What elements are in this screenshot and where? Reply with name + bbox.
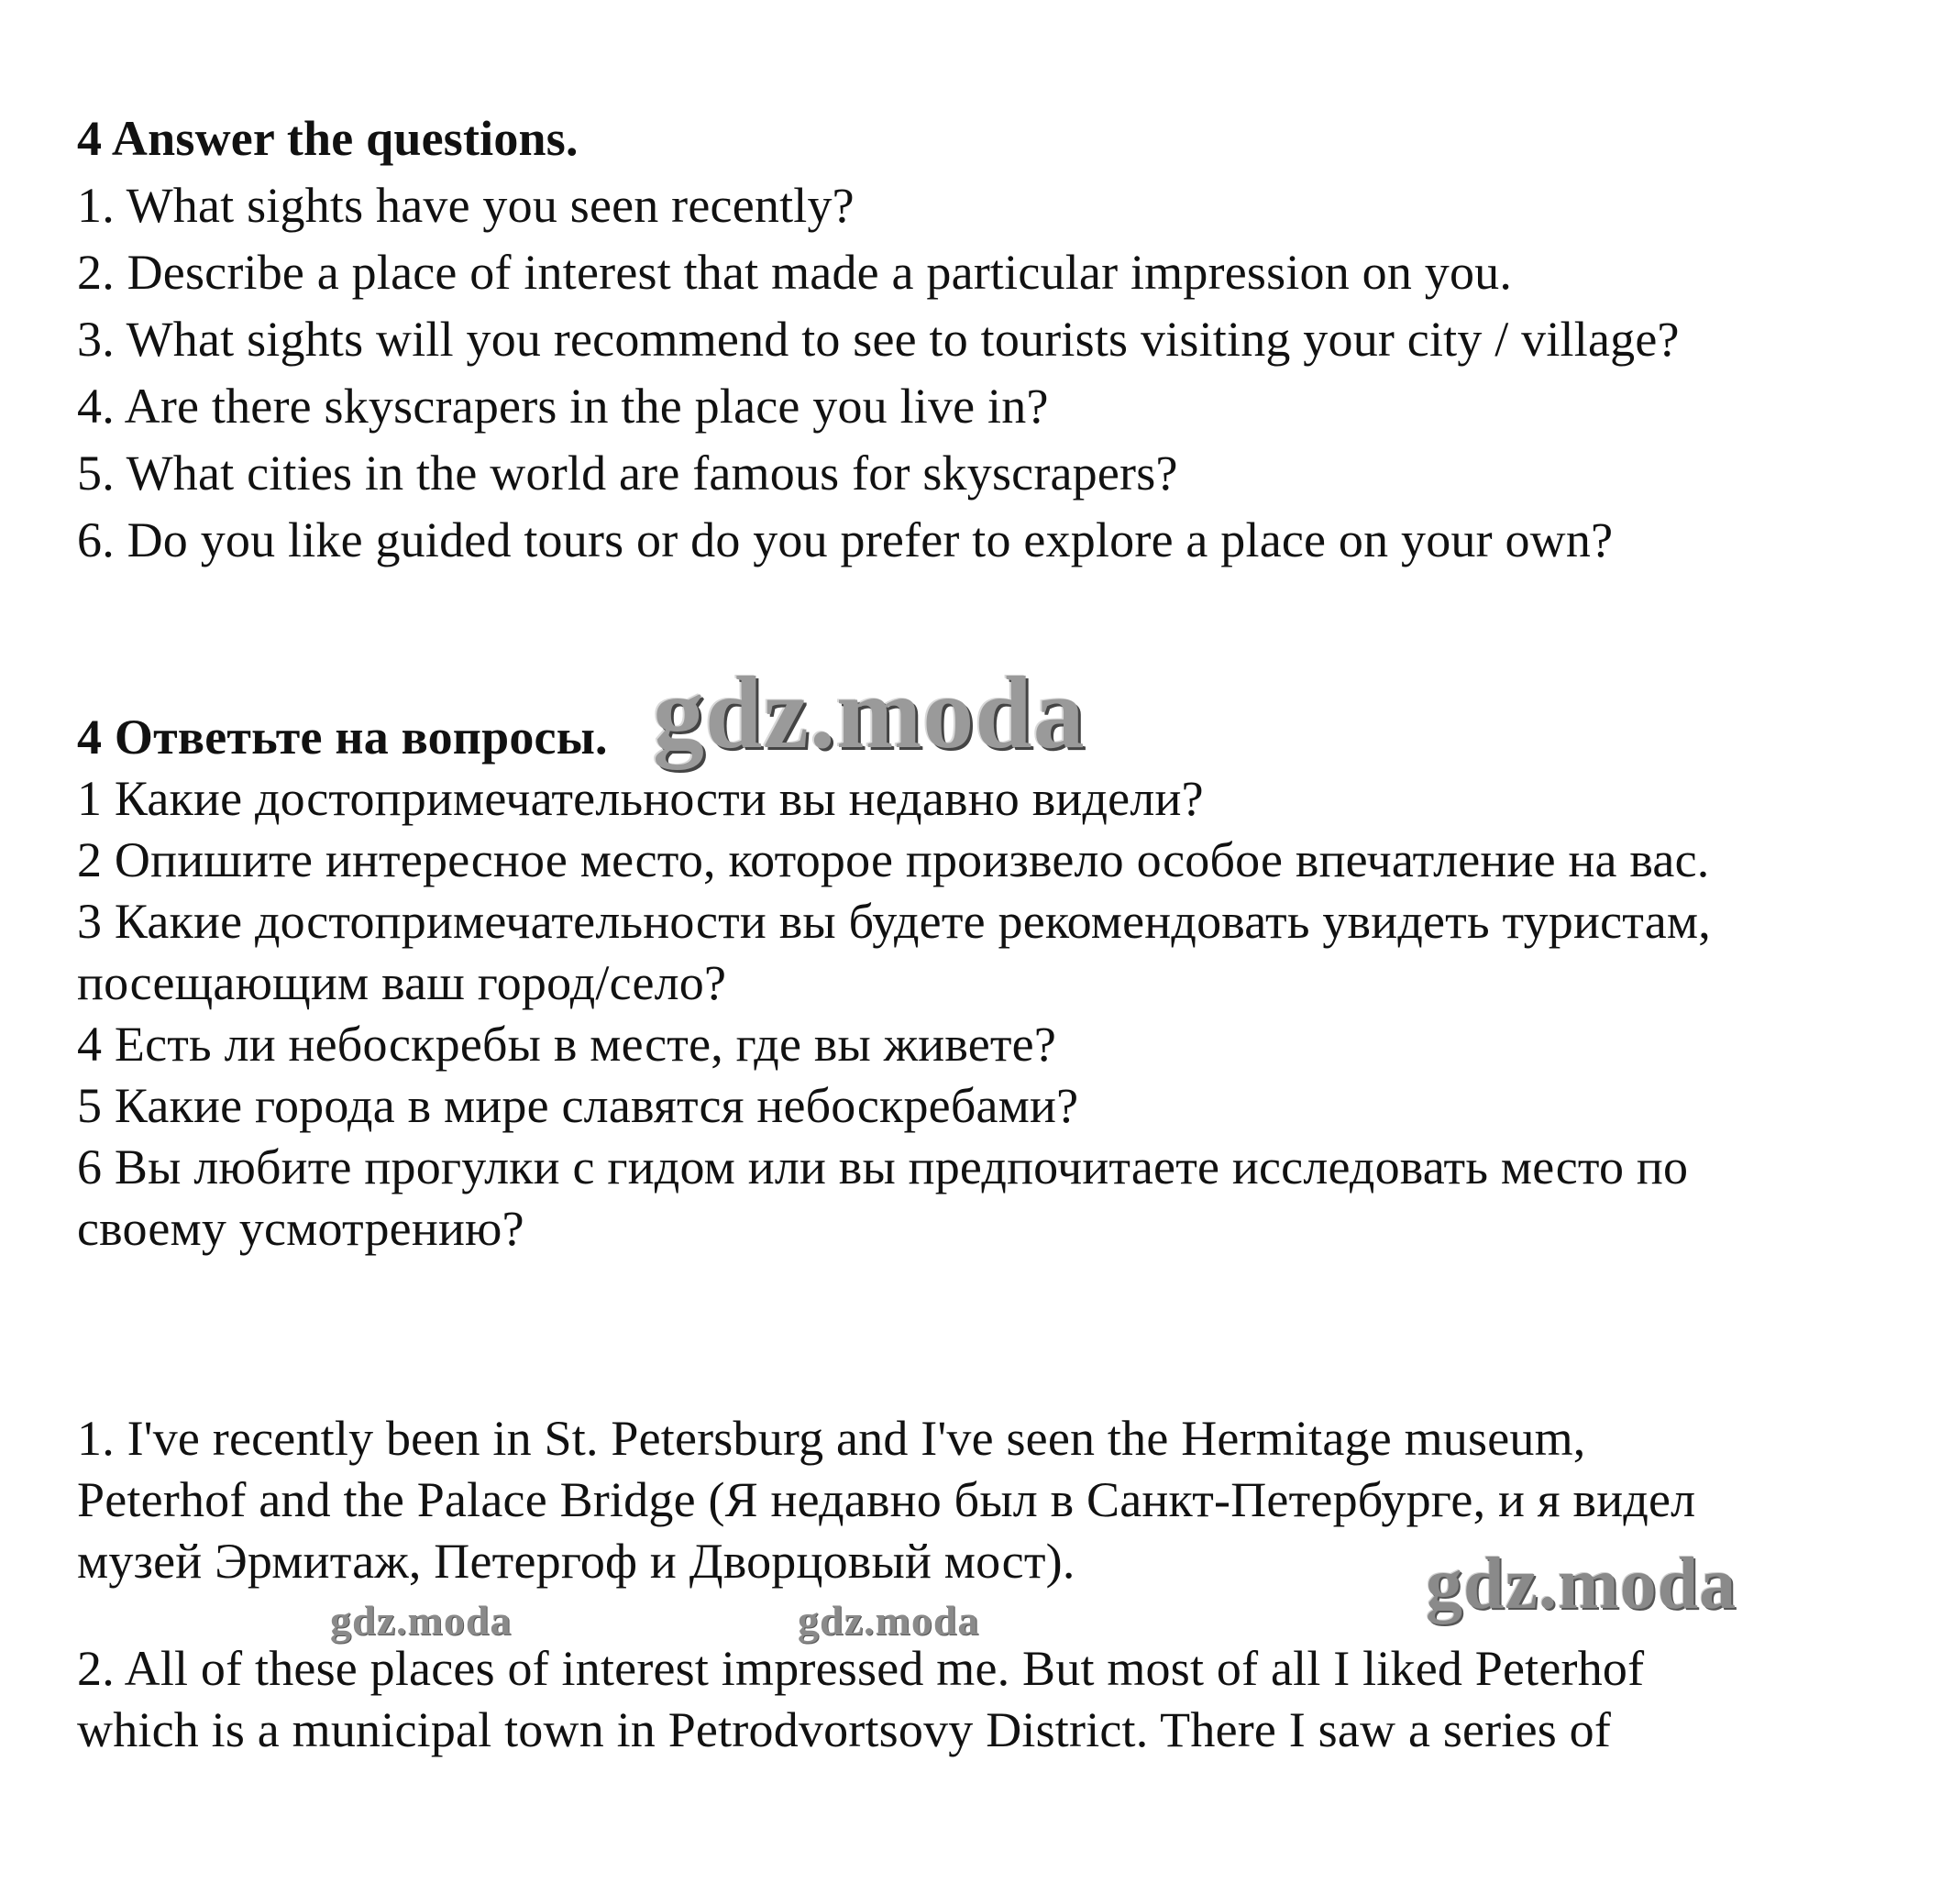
russian-line-1: 1 Какие достопримечательности вы недавно видели? (77, 771, 1204, 826)
russian-line-4: посещающим ваш город/село? (77, 955, 727, 1010)
answer-line-3: музей Эрмитаж, Петергоф и Дворцовый мост). (77, 1534, 1075, 1589)
watermark-logo-medium: gdz.moda (1426, 1544, 1737, 1624)
watermark-logo-small-center: gdz.moda (798, 1597, 980, 1644)
answer-line-2: Peterhof and the Palace Bridge (Я недавно был в Санкт-Петербурге, и я видел (77, 1472, 1696, 1527)
russian-line-2: 2 Опишите интересное место, которое произвело особое впечатление на вас. (77, 832, 1710, 887)
russian-line-3: 3 Какие достопримечательности вы будете рекомендовать увидеть туристам, (77, 894, 1711, 949)
russian-line-6: 5 Какие города в мире славятся небоскребами? (77, 1078, 1079, 1133)
russian-line-5: 4 Есть ли небоскребы в месте, где вы живете? (77, 1017, 1057, 1072)
english-heading: 4 Answer the questions. (77, 111, 579, 166)
russian-line-8: своему усмотрению? (77, 1201, 524, 1256)
english-question-2: 2. Describe a place of interest that made a particular impression on you. (77, 245, 1513, 300)
watermark-logo-large: gdz.moda (653, 656, 1086, 770)
answer-line-1: 1. I've recently been in St. Petersburg and I've seen the Hermitage museum, (77, 1411, 1586, 1466)
russian-line-7: 6 Вы любите прогулки с гидом или вы предпочитаете исследовать место по (77, 1139, 1689, 1194)
answer-line-5: which is a municipal town in Petrodvortsovy District. There I saw a series of (77, 1702, 1612, 1757)
answer-line-4: 2. All of these places of interest impressed me. But most of all I liked Peterhof (77, 1641, 1645, 1696)
english-question-1: 1. What sights have you seen recently? (77, 178, 855, 233)
english-question-4: 4. Are there skyscrapers in the place you live in? (77, 379, 1049, 434)
watermark-logo-small-left: gdz.moda (330, 1597, 513, 1644)
english-question-6: 6. Do you like guided tours or do you prefer to explore a place on your own? (77, 512, 1614, 567)
english-question-3: 3. What sights will you recommend to see to tourists visiting your city / village? (77, 312, 1680, 367)
russian-heading: 4 Ответьте на вопросы. (77, 710, 608, 765)
english-question-5: 5. What cities in the world are famous for skyscrapers? (77, 446, 1178, 501)
